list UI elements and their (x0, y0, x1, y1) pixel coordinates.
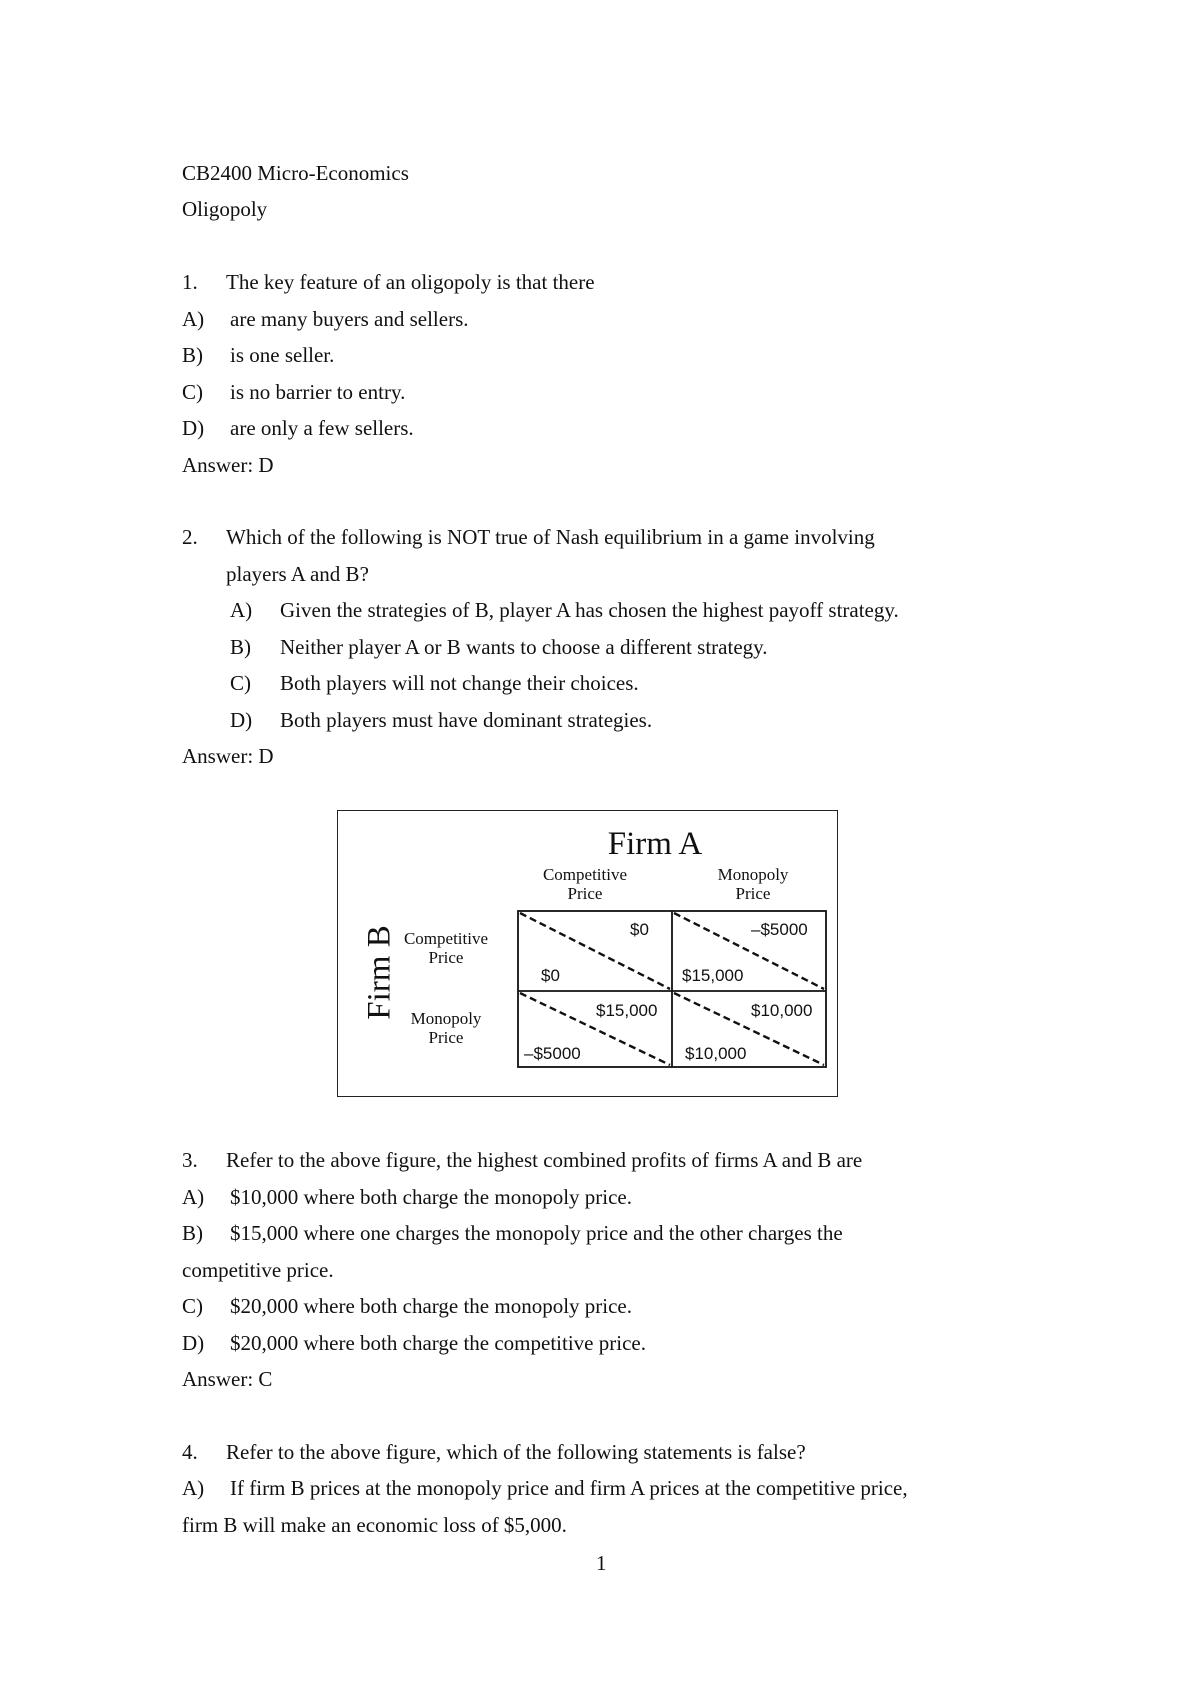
cell-3-firm-a-payoff: $15,000 (596, 1001, 658, 1020)
q2-number: 2. (182, 525, 198, 549)
cell-3-firm-b-payoff: –$5000 (524, 1044, 581, 1063)
q1-option-b: is one seller. (230, 343, 335, 367)
q1-number: 1. (182, 270, 198, 294)
q2-option-d-label: D) (230, 708, 253, 732)
q1-option-c: is no barrier to entry. (230, 380, 406, 404)
q1-option-a: are many buyers and sellers. (230, 307, 469, 331)
q3-option-a: $10,000 where both charge the monopoly price. (230, 1185, 633, 1209)
cell-1-firm-b-payoff: $0 (541, 966, 560, 985)
row-header-monopoly-line1: Monopoly (410, 1009, 482, 1028)
cell-2-firm-b-payoff: $15,000 (682, 966, 744, 985)
q1-answer: Answer: D (182, 453, 274, 477)
q2-question-line1: Which of the following is NOT true of Nash equilibrium in a game involving (226, 525, 875, 549)
q4-number: 4. (182, 1440, 198, 1464)
cell-2-firm-a-payoff: –$5000 (751, 920, 808, 939)
q3-option-c: $20,000 where both charge the monopoly price. (230, 1294, 633, 1318)
q3-option-b-continued: competitive price. (182, 1258, 334, 1282)
firm-b-label: Firm B (361, 925, 398, 1020)
q1-question: The key feature of an oligopoly is that there (226, 270, 595, 294)
col-header-competitive-line2: Price (567, 883, 603, 903)
col-header-competitive-line1: Competitive (542, 865, 628, 884)
page-number: 1 (596, 1551, 607, 1575)
q2-option-c-label: C) (230, 671, 251, 695)
q2-option-a: Given the strategies of B, player A has chosen the highest payoff strategy. (280, 598, 899, 622)
q3-number: 3. (182, 1148, 198, 1172)
q2-option-b: Neither player A or B wants to choose a different strategy. (280, 635, 768, 659)
q3-option-b: $15,000 where one charges the monopoly price and the other charges the (230, 1221, 843, 1245)
q2-option-b-label: B) (230, 635, 251, 659)
col-header-monopoly-line1: Monopoly (717, 865, 789, 884)
q2-option-a-label: A) (230, 598, 253, 622)
row-header-monopoly-line2: Price (428, 1027, 464, 1047)
course-title: CB2400 Micro-Economics (182, 161, 409, 185)
cell-4-firm-a-payoff: $10,000 (751, 1001, 813, 1020)
row-header-competitive-line1: Competitive (403, 929, 489, 948)
q3-option-d-label: D) (182, 1331, 205, 1355)
cell-1-firm-a-payoff: $0 (630, 920, 649, 939)
q4-option-a-label: A) (182, 1476, 205, 1500)
row-header-competitive-line2: Price (428, 947, 464, 967)
q3-option-c-label: C) (182, 1294, 203, 1318)
q3-option-d: $20,000 where both charge the competitive price. (230, 1331, 646, 1355)
q4-question: Refer to the above figure, which of the following statements is false? (226, 1440, 806, 1464)
q1-option-a-label: A) (182, 307, 205, 331)
q1-option-b-label: B) (182, 343, 203, 367)
q3-option-a-label: A) (182, 1185, 205, 1209)
q2-option-c: Both players will not change their choices. (280, 671, 639, 695)
q4-option-a-continued: firm B will make an economic loss of $5,000. (182, 1513, 567, 1537)
q3-option-b-label: B) (182, 1221, 203, 1245)
q2-question-line2: players A and B? (226, 562, 369, 586)
topic-title: Oligopoly (182, 197, 268, 221)
firm-a-label: Firm A (607, 826, 703, 862)
q1-option-c-label: C) (182, 380, 203, 404)
col-header-monopoly-line2: Price (735, 883, 771, 903)
q1-option-d: are only a few sellers. (230, 416, 414, 440)
q2-answer: Answer: D (182, 744, 274, 768)
q3-question: Refer to the above figure, the highest combined profits of firms A and B are (226, 1148, 863, 1172)
q4-option-a: If firm B prices at the monopoly price and firm A prices at the competitive price, (230, 1476, 908, 1500)
q3-answer: Answer: C (182, 1367, 273, 1391)
q2-option-d: Both players must have dominant strategies. (280, 708, 653, 732)
cell-4-firm-b-payoff: $10,000 (685, 1044, 747, 1063)
q1-option-d-label: D) (182, 416, 205, 440)
